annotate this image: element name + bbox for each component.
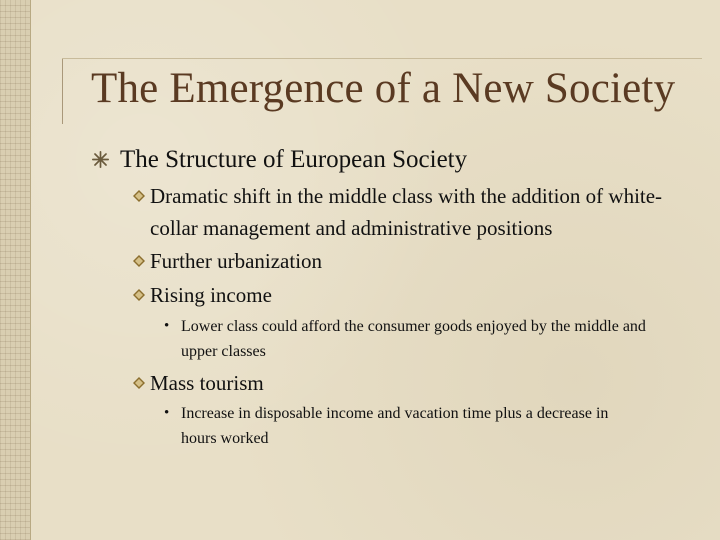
slide-title: The Emergence of a New Society (91, 65, 676, 112)
diamond-bullet-icon (133, 289, 145, 301)
sub-bullet-dot: • (164, 318, 170, 334)
asterisk-star-icon (92, 151, 109, 168)
title-vertical-rule (62, 58, 63, 124)
bullet-point-text: Further urbanization (150, 249, 323, 273)
diamond-bullet-icon (133, 190, 145, 202)
bullet-point-text: Rising income (150, 283, 272, 307)
bullet-point-text: Mass tourism (150, 371, 264, 395)
diamond-bullet-icon (133, 255, 145, 267)
sub-bullet-text: Lower class could afford the consumer goods enjoyed by the middle and upper classes (181, 318, 646, 360)
section-heading: The Structure of European Society (120, 146, 468, 173)
decorative-left-border (0, 0, 31, 540)
diamond-bullet-icon (133, 377, 145, 389)
sub-bullet-text: Increase in disposable income and vacation time plus a decrease in hours worked (181, 405, 609, 447)
bullet-point-text: Dramatic shift in the middle class with the addition of white-collar management and administrative positions (150, 184, 663, 240)
title-horizontal-rule (62, 58, 702, 59)
sub-bullet-dot: • (164, 405, 170, 421)
